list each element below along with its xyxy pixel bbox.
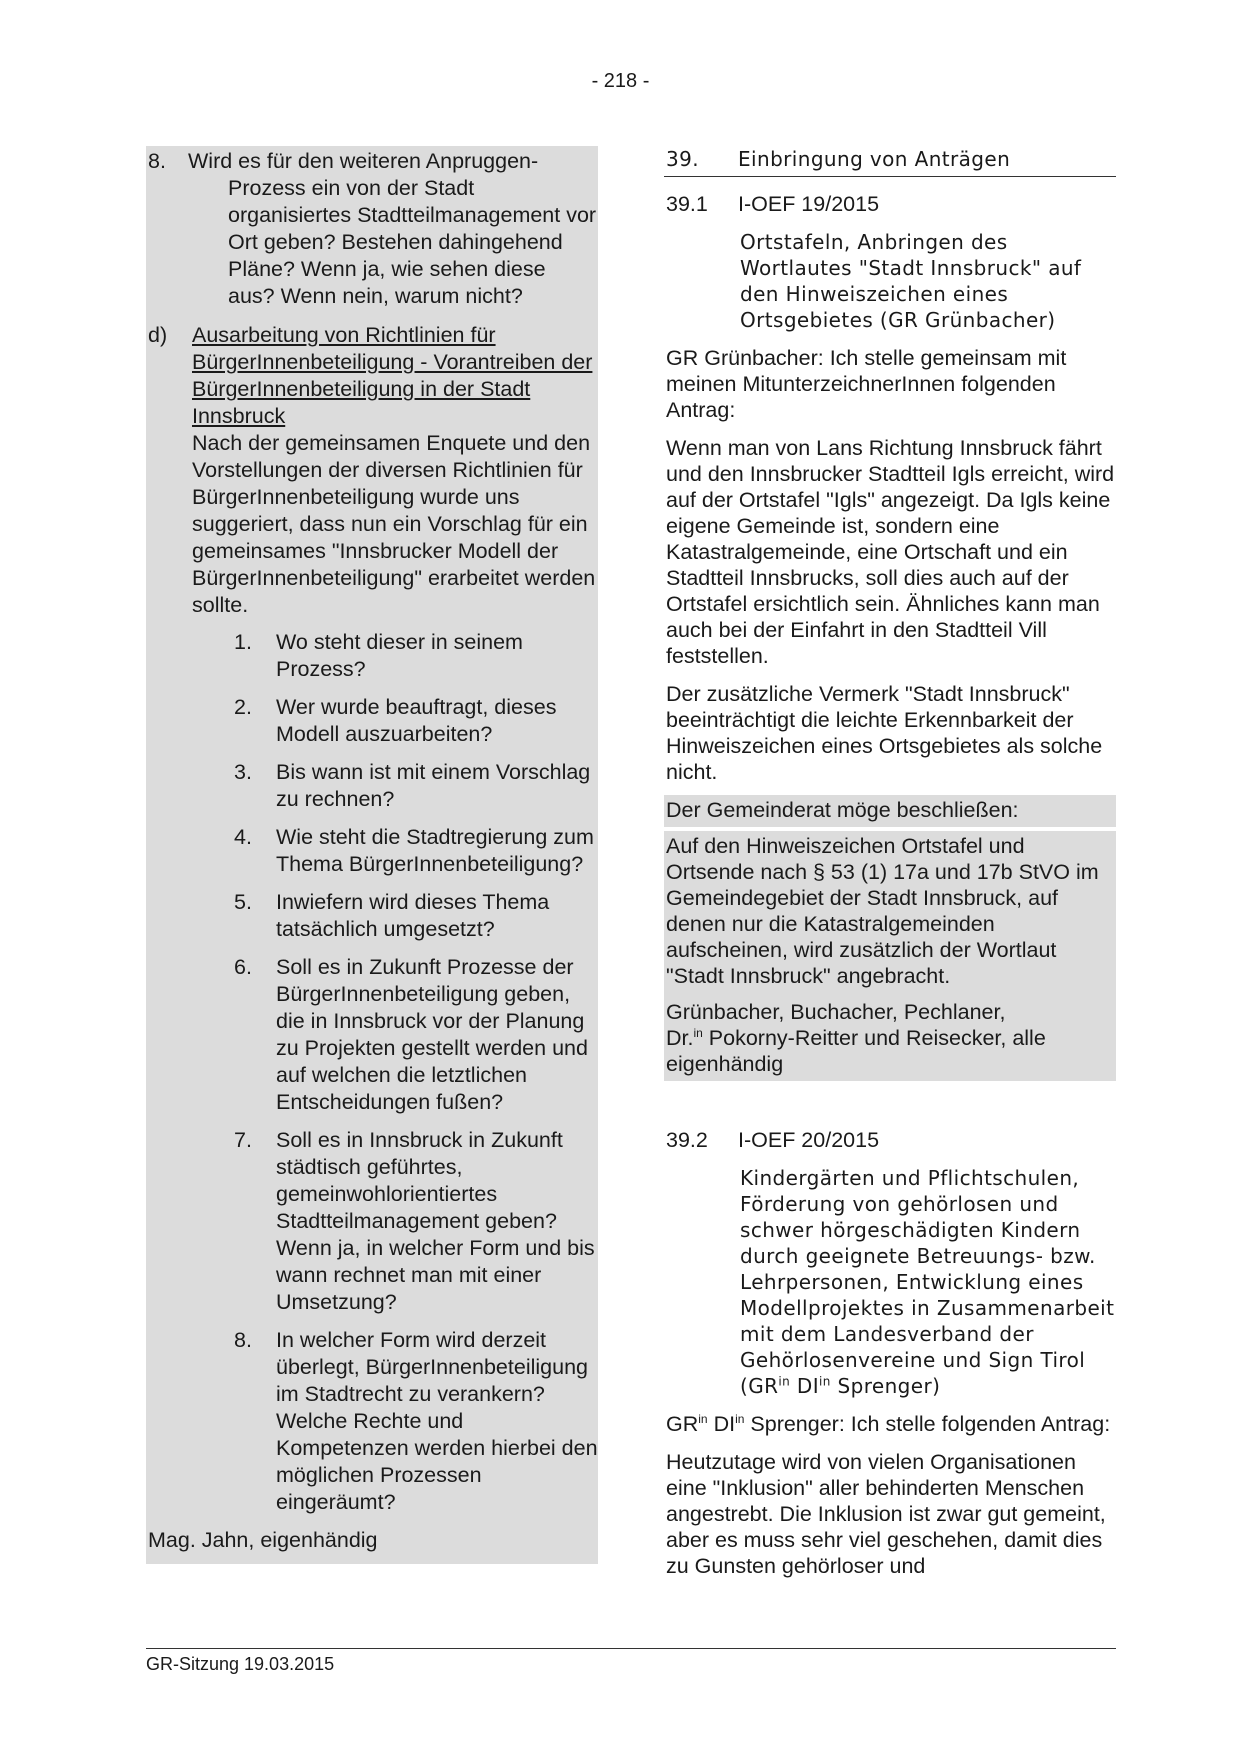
item-title: Ortstafeln, Anbringen des Wortlautes "Stadt Innsbruck" auf den Hinweiszeichen eines Ortsgebietes (GR Grünbacher) (740, 230, 1082, 332)
item-heading-39-1 (664, 191, 1116, 217)
left-column (146, 146, 598, 1564)
question-8-anpruggen (146, 148, 598, 310)
question-number: 8. (148, 149, 166, 173)
item-title-text: Kindergärten und Pflichtschulen, Förderung von gehörlosen und schwer hörgeschädigten Kindern durch geeignete Betreuungs- bzw. Lehrpersonen, Entwicklung eines Modellprojektes in Zusammenarbeit mit dem Landesverband der Gehörlosenvereine und Sign Tirol (740, 1166, 1115, 1372)
title-di: DI (790, 1374, 820, 1398)
list-number: 4. (234, 825, 252, 849)
intro-di: DI (707, 1412, 736, 1436)
signature-sup: in (693, 1025, 703, 1040)
intro-paragraph (664, 1411, 1116, 1437)
title-di-sup: in (819, 1374, 831, 1389)
list-text: Bis wann ist mit einem Vorschlag zu rechnen? (276, 760, 591, 811)
section-heading (664, 146, 1116, 177)
list-text: Wer wurde beauftragt, dieses Modell auszuarbeiten? (276, 695, 557, 746)
list-number: 8. (234, 1328, 252, 1352)
page-number: - 218 - (591, 70, 650, 92)
section-number: 39. (666, 147, 700, 171)
section-body: Nach der gemeinsamen Enquete und den Vorstellungen der diversen Richtlinien für BürgerInnenbeteiligung wurde uns suggeriert, dass nun ein Vorschlag für ein gemeinsames "Innsbrucker Modell der BürgerInnenbeteiligung" erarbeitet werden sollte. (192, 431, 596, 617)
list-text: Wie steht die Stadtregierung zum Thema BürgerInnenbeteiligung? (276, 825, 594, 876)
signature-line-2: Pokorny-Reitter und Reisecker, alle eigenhändig (666, 1026, 1046, 1076)
section-d (146, 322, 598, 1516)
motion-text (664, 831, 1116, 1081)
list-item (192, 759, 598, 813)
list-item (192, 629, 598, 683)
footer-divider (146, 1648, 1116, 1649)
resolution-label: Der Gemeinderat möge beschließen: (664, 795, 1116, 827)
list-item (192, 694, 598, 748)
item-number: 39.2 (666, 1128, 708, 1152)
section-title: Ausarbeitung von Richtlinien für BürgerInnenbeteiligung - Vorantreiben der BürgerInnenbeteiligung in der Stadt Innsbruck (192, 323, 593, 428)
signature-dr: Dr. (666, 1026, 694, 1050)
list-text: In welcher Form wird derzeit überlegt, BürgerInnenbeteiligung im Stadtrecht zu verankern? Welche Rechte und Kompetenzen werden hierbei den möglichen Prozessen eingeräumt? (276, 1328, 598, 1514)
intro-gr-sup: in (698, 1411, 708, 1426)
intro-paragraph: GR Grünbacher: Ich stelle gemeinsam mit meinen MitunterzeichnerInnen folgenden Antrag: (666, 346, 1067, 422)
intro-gr: GR (666, 1412, 699, 1436)
intro-di-sup: in (735, 1411, 745, 1426)
list-text: Wo steht dieser in seinem Prozess? (276, 630, 523, 681)
title-gr: (GR (740, 1374, 779, 1398)
motion-body: Auf den Hinweiszeichen Ortstafel und Ortsende nach § 53 (1) 17a und 17b StVO im Gemeindegebiet der Stadt Innsbruck, auf denen nur die Katastralgemeinden aufscheinen, wird zusätzlich der Wortlaut "Stadt Innsbruck" angebracht. (666, 834, 1099, 988)
body-paragraph: Der zusätzliche Vermerk "Stadt Innsbruck" beeinträchtigt die leichte Erkennbarkeit der Hinweiszeichen eines Ortsgebietes als solche nicht. (666, 682, 1103, 784)
list-text: Soll es in Innsbruck in Zukunft städtisch geführtes, gemeinwohlorientiertes Stadtteilmanagement geben? Wenn ja, in welcher Form und bis wann rechnet man mit einer Umsetzung? (276, 1128, 595, 1314)
list-number: 1. (234, 630, 252, 654)
body-paragraph: Wenn man von Lans Richtung Innsbruck fährt und den Innsbrucker Stadtteil Igls erreicht, wird auf der Ortstafel "Igls" angezeigt. Da Igls keine eigene Gemeinde ist, sondern eine Katastralgemeinde, eine Ortschaft und ein Stadtteil Innsbrucks, soll dies auch auf der Ortstafel ersichtlich sein. Ähnliches kann man auch bei der Einfahrt in den Stadtteil Vill feststellen. (666, 436, 1115, 668)
list-text: Soll es in Zukunft Prozesse der BürgerInnenbeteiligung geben, die in Innsbruck vor der Planung zu Projekten gestellt werden und auf welchen die letztlichen Entscheidungen fußen? (276, 955, 588, 1114)
item-code: I-OEF 19/2015 (738, 192, 880, 216)
intro-end: Sprenger: Ich stelle folgenden Antrag: (744, 1412, 1111, 1436)
item-title (664, 1165, 1116, 1399)
question-first-line: Wird es für den weiteren Anpruggen- (188, 149, 539, 173)
list-number: 6. (234, 955, 252, 979)
item-number: 39.1 (666, 192, 708, 216)
item-code: I-OEF 20/2015 (738, 1128, 880, 1152)
question-list (192, 629, 598, 1516)
signature: Mag. Jahn, eigenhändig (148, 1528, 378, 1552)
item-heading-39-2 (664, 1127, 1116, 1153)
title-end: Sprenger) (830, 1374, 941, 1398)
body-paragraph: Heutzutage wird von vielen Organisationen eine "Inklusion" aller behinderten Menschen angestrebt. Die Inklusion ist zwar gut gemeint, aber es muss sehr viel geschehen, damit dies zu Gunsten gehörloser und (666, 1450, 1106, 1578)
list-number: 2. (234, 695, 252, 719)
question-text: Prozess ein von der Stadt organisiertes Stadtteilmanagement vor Ort geben? Bestehen dahingehend Pläne? Wenn ja, wie sehen diese aus? Wenn nein, warum nicht? (228, 176, 597, 308)
title-gr-sup: in (778, 1374, 791, 1389)
section-title: Einbringung von Anträgen (738, 147, 1011, 171)
list-item (192, 824, 598, 878)
list-number: 5. (234, 890, 252, 914)
list-text: Inwiefern wird dieses Thema tatsächlich umgesetzt? (276, 890, 550, 941)
signatures (666, 999, 1114, 1077)
footer: GR-Sitzung 19.03.2015 (146, 1654, 335, 1674)
list-number: 3. (234, 760, 252, 784)
signature-line-1: Grünbacher, Buchacher, Pechlaner, (666, 1000, 1006, 1024)
list-item (192, 889, 598, 943)
list-item (192, 1327, 598, 1516)
right-column (664, 146, 1116, 1579)
list-item (192, 1127, 598, 1316)
section-label: d) (148, 323, 168, 347)
list-item (192, 954, 598, 1116)
list-number: 7. (234, 1128, 252, 1152)
